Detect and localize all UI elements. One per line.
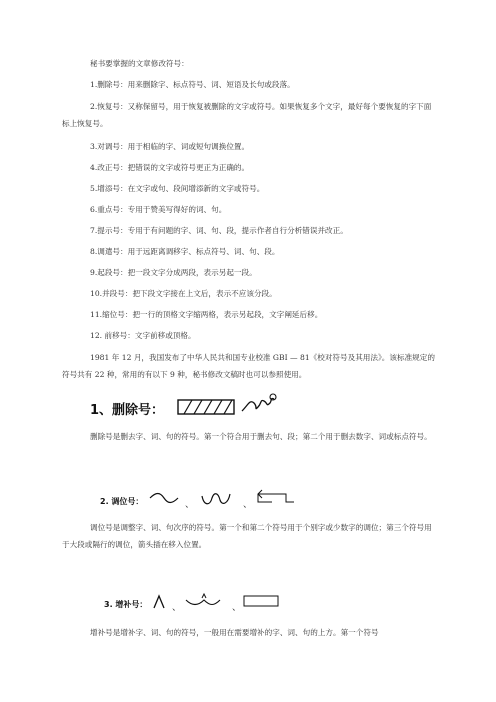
list-item: 3.对调号：用于相临的字、词或短句调换位置。 bbox=[90, 142, 250, 151]
deletion-description: 删除号是删去字、词、句的符号。第一个符合用于删去句、段；第二个用于删去数字、词或标点符号。 bbox=[90, 432, 432, 441]
transposition-symbol-label: 2. 调位号： bbox=[100, 497, 144, 506]
list-item: 8.调遣号：用于远距离调移字、标点符号、词、句、段。 bbox=[90, 247, 280, 256]
list-item: 1.删除号：用来删除字、标点符号、词、短语及长句或段落。 bbox=[90, 80, 295, 89]
separator: 、 bbox=[185, 500, 195, 510]
list-item: 5.增添号：在文字或句、段间增添新的文字或符号。 bbox=[90, 184, 265, 193]
list-item: 9.起段号：把一段文字分成两段，表示另起一段。 bbox=[90, 268, 257, 277]
standard-note: 1981 年 12 月，我国发布了中华人民共和国专业校准 GBI — 81《校对符号及其用法》。该标准规定的符号共有 22 种，常用的有以下 9 种，秘书修改文稿时也可以参照使用。 bbox=[62, 353, 435, 379]
list-item: 4.改正号：把错误的文字或符号更正为正确的。 bbox=[90, 163, 250, 172]
separator: 、 bbox=[243, 500, 253, 510]
list-item: 2.恢复号：又称保留号，用于恢复被删除的文字或符号。如果恢复多个文字，最好每个要恢复的字下面标上恢复号。 bbox=[62, 102, 432, 128]
list-item: 10.并段号：把下段文字接在上文后，表示不应该分段。 bbox=[90, 289, 277, 298]
insertion-description: 增补号是增补字、词、句的符号，一般用在需要增补的字、词、句的上方。第一个符号 bbox=[90, 628, 379, 637]
list-item: 11.缩位号：把一行的顶格文字缩两格，表示另起段，文字阐延后移。 bbox=[90, 310, 323, 319]
transposition-symbol-icon bbox=[148, 488, 298, 510]
transposition-description: 调位号是调整字、词、句次序的符号。第一个和第二个符号用于个别字或少数字的调位；第三个符号用于大段或隔行的调位，箭头插在移入位置。 bbox=[62, 523, 432, 549]
deletion-symbol-icon bbox=[176, 391, 284, 419]
separator: 、 bbox=[172, 603, 182, 613]
list-item: 7.提示号：专用于有问题的字、词、句、段，提示作者自行分析错误并改正。 bbox=[90, 226, 348, 235]
intro-line: 秘书要掌握的文章修改符号： bbox=[90, 59, 189, 68]
list-item: 6.重点号：专用于赞美写得好的词、句。 bbox=[90, 205, 227, 214]
list-item: 12. 前移号：文字前移或顶格。 bbox=[90, 331, 196, 340]
deletion-symbol-label: 1、删除号： bbox=[90, 403, 165, 418]
separator: 、 bbox=[232, 603, 242, 613]
insertion-symbol-label: 3. 增补号： bbox=[104, 600, 148, 609]
